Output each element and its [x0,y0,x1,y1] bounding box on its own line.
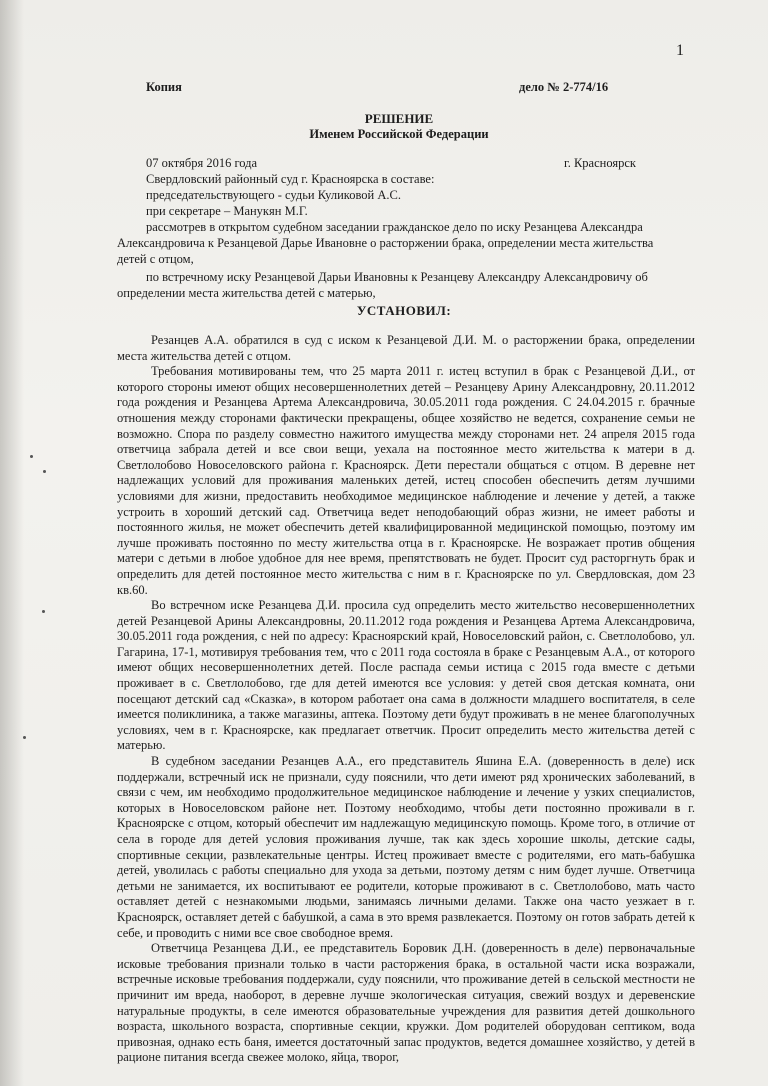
preamble-line: Александровича к Резанцевой Дарье Ивановне о расторжении брака, определении места жительства [117,236,654,250]
copy-label: Копия [146,80,182,94]
case-number: дело № 2-774/16 [519,80,609,94]
preamble-line: определении места жительства детей с матерью, [117,286,376,300]
body-paragraph: Во встречном иске Резанцева Д.И. просила суд определить место жительство несовершеннолетних детей Резанцевой Арины Александровны, 20.11.2012 года рождения и Резанцева Артема Александровича, 30.05.2011 года рождения, с ней по адресу: Красноярский край, Новоселовский район, с. Светлолобово, ул. Гагарина, 17-1, мотивируя требования тем, что с 2011 года состояла в браке с Резанцевым А.А., от которого имеют общих несовершеннолетних детей. После распада семьи истица с 2015 года вместе с детьми проживает в с. Светлолобово, где для детей имеются все условия: у детей своя детская комната, они посещают детский сад «Сказка», в котором работает она сама в должности младшего воспитателя, в селе имеется поликлиника, а также магазины, аптека. Поэтому дети будут проживать в не менее благополучных условиях, чем в г. Красноярске, как предлагает ответчик. Просит определить место жительства детей с матерью. [117,598,695,753]
decision-body [117,333,695,1066]
preamble-line: Свердловский районный суд г. Красноярска в составе: [146,172,435,186]
decision-city: г. Красноярск [564,156,636,170]
preamble-line: при секретаре – Манукян М.Г. [146,204,308,218]
body-paragraph: Резанцев А.А. обратился в суд с иском к Резанцевой Д.И. М. о расторжении брака, определении места жительства детей с отцом. [117,333,695,363]
page-number: 1 [676,42,684,59]
preamble-line: по встречному иску Резанцевой Дарьи Ивановны к Резанцеву Александру Александровичу об [146,270,648,284]
decision-date: 07 октября 2016 года [146,156,258,170]
document-subtitle: Именем Российской Федерации [309,127,489,141]
scan-speck [23,736,26,739]
document-title: РЕШЕНИЕ [364,111,434,126]
scan-speck [43,470,46,473]
section-heading: УСТАНОВИЛ: [356,303,452,318]
preamble-line: председательствующего - судьи Куликовой А.С. [146,188,401,202]
preamble-line: рассмотрев в открытом судебном заседании гражданское дело по иску Резанцева Александра [146,220,643,234]
preamble-line: детей с отцом, [117,252,194,266]
scan-speck [42,610,45,613]
scan-speck [30,455,33,458]
scan-edge-shadow [0,0,24,1086]
body-paragraph: Ответчица Резанцева Д.И., ее представитель Боровик Д.Н. (доверенность в деле) первоначальные исковые требования признали только в части расторжения брака, в остальной части иска возражали, встречные исковые требования поддержали, суду пояснили, что проживание детей в сельской местности не причинит им вреда, наоборот, в деревне лучше экологическая ситуация, свежий воздух и деревенские натуральные продукты, в селе имеются образовательные учреждения для развития детей дошкольного возраста, школьного возраста, спортивные секции, кружки. Дом родителей оборудован септиком, вода привозная, однако есть баня, имеется достаточный запас продуктов, ведется домашнее хозяйство, у детей в рационе питания всегда свежее молоко, яйца, творог, [117,941,695,1065]
body-paragraph: Требования мотивированы тем, что 25 марта 2011 г. истец вступил в брак с Резанцевой Д.И., от которого стороны имеют общих несовершеннолетних детей – Резанцеву Арину Александровну, 20.11.2012 года рождения и Резанцева Артема Александровича, 30.05.2011 года рождения. С 24.04.2015 г. брачные отношения между сторонами фактически прекращены, общее хозяйство не ведется, сохранение семьи не возможно. Спора по разделу совместно нажитого имущества между сторонами нет. 24 апреля 2015 года ответчица забрала детей и все свои вещи, уехала на постоянное место жительства к матери в д. Светлолобово Новоселовского района г. Красноярск. Дети перестали общаться с отцом. В деревне нет надлежащих условий для проживания маленьких детей, истец способен обеспечить детям лучшими условиями для жизни, предоставить необходимое медицинское наблюдение и лечение у детей, а также устроить в хороший детский сад. Ответчица ведет неподобающий образ жизни, не имеет работы и постоянного жилья, не может обеспечить детей квалифицированной медицинской помощью, поэтому им лучше проживать постоянно по месту жительства отца в г. Красноярске. Не возражает против общения матери с детьми в любое удобное для нее время, препятствовать не будет. Просит суд расторгнуть брак и определить для детей постоянное место жительства с ним в г. Красноярске по ул. Свердловская, дом 23 кв.60. [117,364,695,597]
body-paragraph: В судебном заседании Резанцев А.А., его представитель Яшина Е.А. (доверенность в деле) иск поддержали, встречный иск не признали, суду пояснили, что дети имеют ряд хронических заболеваний, в связи с чем, им необходимо продолжительное медицинское наблюдение и лечение у узких специалистов, которых в Новоселовском районе нет. Поэтому необходимо, чтобы дети постоянно проживали в г. Красноярске с отцом, который обеспечит им надлежащую медицинскую помощь. Кроме того, в отличие от села в городе для детей условия проживания лучше, так как здесь хорошие школы, детские сады, спортивные секции, развлекательные центры. Истец проживает вместе с родителями, его мать-бабушка детей, уволилась с работы специально для ухода за детьми, поэтому детям с ним будет лучше. Ответчица детьми не занимается, их воспитывают ее родители, которые проживают в с. Светлолобово, мать часто оставляет детей с незнакомыми людьми, занимаясь личными делами. Также она часто уезжает в г. Красноярск, оставляет детей с бабушкой, а сама в это время развлекается. Поэтому он готов забрать детей к себе, и проводить с ними все свое свободное время. [117,754,695,940]
